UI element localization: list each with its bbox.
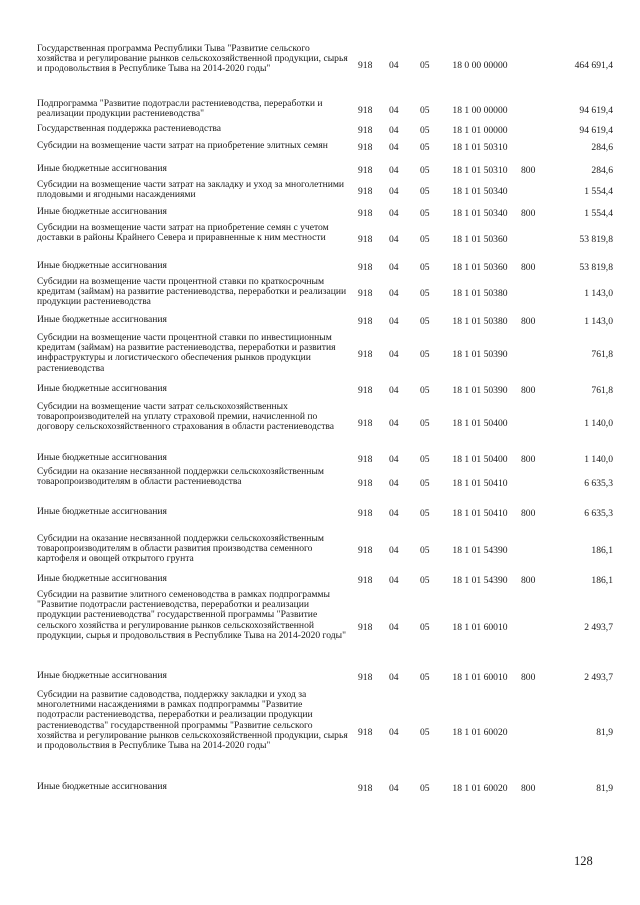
- subsection-code: 05: [420, 727, 430, 738]
- expense-type-code: 800: [521, 672, 536, 683]
- target-article-code: 18 1 01 50310: [452, 142, 508, 153]
- department-code: 918: [358, 622, 373, 633]
- section-code: 04: [389, 288, 399, 299]
- expense-type-code: 800: [521, 262, 536, 273]
- department-code: 918: [358, 454, 373, 465]
- target-article-code: 18 1 01 50390: [452, 385, 508, 396]
- row-name: Иные бюджетные ассигнования: [37, 506, 167, 517]
- row-name: Субсидии на возмещение части затрат сельскохозяйственных товаропроизводителей на уплату страховой премии, начисленной по договору сельскохозяйственного страхования в области растениеводства: [37, 401, 335, 433]
- target-article-code: 18 1 01 50380: [452, 316, 508, 327]
- row-name: Иные бюджетные ассигнования: [37, 206, 167, 217]
- subsection-code: 05: [420, 783, 430, 794]
- subsection-code: 05: [420, 105, 430, 116]
- section-code: 04: [389, 545, 399, 556]
- section-code: 04: [389, 454, 399, 465]
- section-code: 04: [389, 575, 399, 586]
- row-name: Подпрограмма "Развитие подотрасли растениеводства, переработки и реализации продукции растениеводства": [37, 98, 323, 120]
- amount: 1 143,0: [584, 288, 613, 299]
- section-code: 04: [389, 165, 399, 176]
- subsection-code: 05: [420, 262, 430, 273]
- expense-type-code: 800: [521, 575, 536, 586]
- target-article-code: 18 1 01 60010: [452, 622, 508, 633]
- section-code: 04: [389, 186, 399, 197]
- department-code: 918: [358, 385, 373, 396]
- amount: 1 140,0: [584, 454, 613, 465]
- subsection-code: 05: [420, 234, 430, 245]
- department-code: 918: [358, 349, 373, 360]
- expense-type-code: 800: [521, 783, 536, 794]
- amount: 1 140,0: [584, 418, 613, 429]
- target-article-code: 18 1 01 50380: [452, 288, 508, 299]
- row-name: Субсидии на развитие садоводства, поддержку закладки и уход за многолетними насаждениями в рамках подпрограммы "Развитие подотрасли растениеводства, переработки и реализации продукции растениеводства" государственной программы "Развитие сельского хозяйства и регулирование рынков сельскохозяйственной продукции, сырья и продовольствия в Республике Тыва на 2014-2020 годы": [37, 689, 348, 752]
- subsection-code: 05: [420, 60, 430, 71]
- section-code: 04: [389, 672, 399, 683]
- target-article-code: 18 1 01 00000: [452, 125, 508, 136]
- department-code: 918: [358, 783, 373, 794]
- subsection-code: 05: [420, 545, 430, 556]
- department-code: 918: [358, 727, 373, 738]
- amount: 1 554,4: [584, 186, 613, 197]
- expense-type-code: 800: [521, 508, 536, 519]
- amount: 94 619,4: [579, 105, 613, 116]
- amount: 2 493,7: [584, 672, 613, 683]
- amount: 81,9: [596, 783, 613, 794]
- row-name: Субсидии на оказание несвязанной поддержки сельскохозяйственным товаропроизводителям в области растениеводства: [37, 466, 324, 488]
- subsection-code: 05: [420, 672, 430, 683]
- target-article-code: 18 1 01 50310: [452, 165, 508, 176]
- row-name: Иные бюджетные ассигнования: [37, 260, 167, 271]
- row-name: Иные бюджетные ассигнования: [37, 670, 167, 681]
- amount: 284,6: [591, 142, 613, 153]
- department-code: 918: [358, 60, 373, 71]
- target-article-code: 18 1 01 60020: [452, 783, 508, 794]
- amount: 81,9: [596, 727, 613, 738]
- target-article-code: 18 1 01 50360: [452, 234, 508, 245]
- row-name: Иные бюджетные ассигнования: [37, 781, 167, 792]
- row-name: Субсидии на возмещение части затрат на закладку и уход за многолетними плодовыми и ягодными насаждениями: [37, 179, 345, 201]
- department-code: 918: [358, 165, 373, 176]
- amount: 186,1: [591, 575, 613, 586]
- amount: 1 143,0: [584, 316, 613, 327]
- subsection-code: 05: [420, 186, 430, 197]
- amount: 186,1: [591, 545, 613, 556]
- subsection-code: 05: [420, 575, 430, 586]
- row-name: Иные бюджетные ассигнования: [37, 314, 167, 325]
- subsection-code: 05: [420, 165, 430, 176]
- department-code: 918: [358, 545, 373, 556]
- amount: 53 819,8: [579, 262, 613, 273]
- subsection-code: 05: [420, 454, 430, 465]
- row-name: Субсидии на развитие элитного семеноводства в рамках подпрограммы "Развитие подотрасли растениеводства, переработки и реализации продукции растениеводства" государственной программы "Развитие сельского хозяйства и регулирование рынков сельскохозяйственной продукции, сырья и продовольствия в Республике Тыва на 2014-2020 годы": [37, 589, 347, 641]
- section-code: 04: [389, 262, 399, 273]
- subsection-code: 05: [420, 208, 430, 219]
- subsection-code: 05: [420, 125, 430, 136]
- section-code: 04: [389, 316, 399, 327]
- section-code: 04: [389, 349, 399, 360]
- target-article-code: 18 1 00 00000: [452, 105, 508, 116]
- row-name: Государственная программа Республики Тыва "Развитие сельского хозяйства и регулирование рынков сельскохозяйственной продукции, сырья и продовольствия в Республике Тыва на 2014-2020 годы": [37, 43, 348, 75]
- row-name: Иные бюджетные ассигнования: [37, 573, 167, 584]
- department-code: 918: [358, 672, 373, 683]
- amount: 761,8: [591, 385, 613, 396]
- expense-type-code: 800: [521, 316, 536, 327]
- subsection-code: 05: [420, 385, 430, 396]
- expense-type-code: 800: [521, 454, 536, 465]
- target-article-code: 18 1 01 50410: [452, 478, 508, 489]
- department-code: 918: [358, 208, 373, 219]
- target-article-code: 18 1 01 60020: [452, 727, 508, 738]
- amount: 94 619,4: [579, 125, 613, 136]
- target-article-code: 18 1 01 50410: [452, 508, 508, 519]
- section-code: 04: [389, 105, 399, 116]
- target-article-code: 18 1 01 50360: [452, 262, 508, 273]
- department-code: 918: [358, 142, 373, 153]
- section-code: 04: [389, 208, 399, 219]
- expense-type-code: 800: [521, 385, 536, 396]
- section-code: 04: [389, 385, 399, 396]
- row-name: Иные бюджетные ассигнования: [37, 452, 167, 463]
- target-article-code: 18 1 01 54390: [452, 545, 508, 556]
- department-code: 918: [358, 125, 373, 136]
- target-article-code: 18 1 01 50390: [452, 349, 508, 360]
- section-code: 04: [389, 622, 399, 633]
- target-article-code: 18 1 01 50400: [452, 418, 508, 429]
- section-code: 04: [389, 727, 399, 738]
- row-name: Государственная поддержка растениеводства: [37, 123, 222, 134]
- section-code: 04: [389, 142, 399, 153]
- section-code: 04: [389, 234, 399, 245]
- department-code: 918: [358, 105, 373, 116]
- target-article-code: 18 1 01 60010: [452, 672, 508, 683]
- subsection-code: 05: [420, 288, 430, 299]
- expense-type-code: 800: [521, 208, 536, 219]
- subsection-code: 05: [420, 418, 430, 429]
- department-code: 918: [358, 186, 373, 197]
- department-code: 918: [358, 508, 373, 519]
- row-name: Субсидии на возмещение части процентной ставки по краткосрочным кредитам (займам) на развитие растениеводства, переработки и реализации продукции растениеводства: [37, 276, 347, 308]
- page-number: 128: [574, 854, 593, 868]
- amount: 6 635,3: [584, 508, 613, 519]
- department-code: 918: [358, 288, 373, 299]
- row-name: Иные бюджетные ассигнования: [37, 383, 167, 394]
- target-article-code: 18 0 00 00000: [452, 60, 508, 71]
- department-code: 918: [358, 418, 373, 429]
- target-article-code: 18 1 01 50340: [452, 208, 508, 219]
- subsection-code: 05: [420, 478, 430, 489]
- amount: 6 635,3: [584, 478, 613, 489]
- subsection-code: 05: [420, 142, 430, 153]
- target-article-code: 18 1 01 50400: [452, 454, 508, 465]
- department-code: 918: [358, 478, 373, 489]
- section-code: 04: [389, 60, 399, 71]
- row-name: Субсидии на возмещение части затрат на приобретение элитных семян: [37, 140, 328, 151]
- amount: 1 554,4: [584, 208, 613, 219]
- section-code: 04: [389, 508, 399, 519]
- row-name: Иные бюджетные ассигнования: [37, 163, 167, 174]
- amount: 464 691,4: [574, 60, 613, 71]
- section-code: 04: [389, 783, 399, 794]
- amount: 284,6: [591, 165, 613, 176]
- target-article-code: 18 1 01 50340: [452, 186, 508, 197]
- subsection-code: 05: [420, 622, 430, 633]
- amount: 761,8: [591, 349, 613, 360]
- row-name: Субсидии на оказание несвязанной поддержки сельскохозяйственным товаропроизводителям в области развития производства семенного картофеля и овощей открытого грунта: [37, 533, 324, 565]
- target-article-code: 18 1 01 54390: [452, 575, 508, 586]
- section-code: 04: [389, 418, 399, 429]
- department-code: 918: [358, 316, 373, 327]
- amount: 2 493,7: [584, 622, 613, 633]
- department-code: 918: [358, 234, 373, 245]
- department-code: 918: [358, 262, 373, 273]
- subsection-code: 05: [420, 316, 430, 327]
- subsection-code: 05: [420, 349, 430, 360]
- expense-type-code: 800: [521, 165, 536, 176]
- amount: 53 819,8: [579, 234, 613, 245]
- subsection-code: 05: [420, 508, 430, 519]
- department-code: 918: [358, 575, 373, 586]
- row-name: Субсидии на возмещение части затрат на приобретение семян с учетом доставки в районы Крайнего Севера и приравненные к ним местности: [37, 222, 329, 244]
- row-name: Субсидии на возмещение части процентной ставки по инвестиционным кредитам (займам) на развитие растениеводства, переработки и развития инфраструктуры и логистического обеспечения рынков продукции растениеводства: [37, 332, 336, 374]
- section-code: 04: [389, 125, 399, 136]
- section-code: 04: [389, 478, 399, 489]
